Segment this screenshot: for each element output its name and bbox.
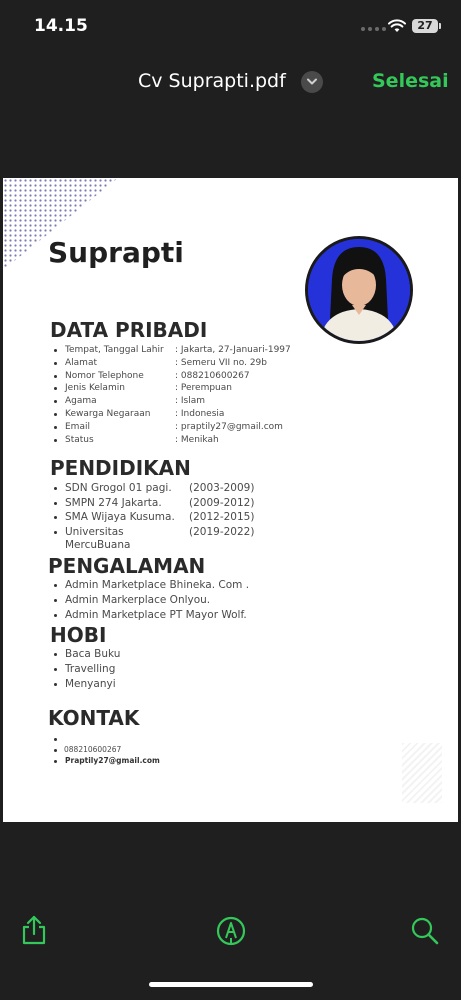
wifi-icon (388, 19, 406, 33)
done-button[interactable]: Selesai (372, 70, 449, 92)
list-item: Admin Markerplace Onlyou. (52, 593, 249, 608)
list-item: SMA Wijaya Kusuma. (2012-2015) (52, 510, 254, 525)
list-item: Nomor Telephone : 088210600267 (52, 370, 291, 383)
contact-phone: 088210600267 (52, 744, 160, 755)
pdf-page[interactable] (3, 178, 458, 822)
hobby-list (52, 647, 120, 691)
signal-dots-icon (361, 27, 386, 31)
markup-pen-icon[interactable] (216, 916, 246, 946)
education-wrap-text: MercuBuana (65, 539, 131, 551)
list-item: Tempat, Tanggal Lahir : Jakarta, 27-Januari-1997 (52, 344, 291, 357)
contact-email: Praptily27@gmail.com (52, 755, 160, 766)
section-heading-personal: DATA PRIBADI (50, 318, 208, 342)
section-heading-education: PENDIDIKAN (50, 456, 191, 480)
list-item: Alamat : Semeru VII no. 29b (52, 357, 291, 370)
share-icon[interactable] (20, 914, 48, 946)
list-item: Jenis Kelamin : Perempuan (52, 382, 291, 395)
search-icon[interactable] (410, 916, 440, 946)
profile-photo (305, 236, 413, 344)
list-item: Admin Marketplace PT Mayor Wolf. (52, 608, 249, 623)
list-item: Admin Marketplace Bhineka. Com . (52, 578, 249, 593)
battery-tip (439, 23, 441, 29)
list-item: Kewarga Negaraan : Indonesia (52, 408, 291, 421)
battery-icon: 27 (412, 19, 438, 33)
list-item: Travelling (52, 662, 120, 677)
list-item: Universitas (2019-2022) (52, 525, 254, 540)
section-heading-contact: KONTAK (48, 706, 140, 730)
list-item: SDN Grogol 01 pagi. (2003-2009) (52, 481, 254, 496)
list-item: Baca Buku (52, 647, 120, 662)
document-title[interactable]: Cv Suprapti.pdf (138, 70, 286, 92)
list-item: Status : Menikah (52, 434, 291, 447)
list-item: Agama : Islam (52, 395, 291, 408)
list-item: SMPN 274 Jakarta. (2009-2012) (52, 496, 254, 511)
contact-list (52, 733, 160, 766)
home-indicator (149, 982, 313, 987)
section-heading-hobby: HOBI (50, 623, 107, 647)
chevron-down-icon[interactable] (301, 71, 323, 93)
decorative-corner-pattern (402, 743, 442, 803)
list-item: Email : praptily27@gmail.com (52, 421, 291, 434)
experience-list (52, 578, 249, 622)
list-item (52, 733, 160, 744)
education-list (52, 481, 254, 539)
list-item: Menyanyi (52, 677, 120, 692)
section-heading-experience: PENGALAMAN (48, 554, 206, 578)
cv-name: Suprapti (48, 236, 184, 269)
personal-data-list (52, 344, 291, 446)
status-time: 14.15 (34, 16, 88, 36)
